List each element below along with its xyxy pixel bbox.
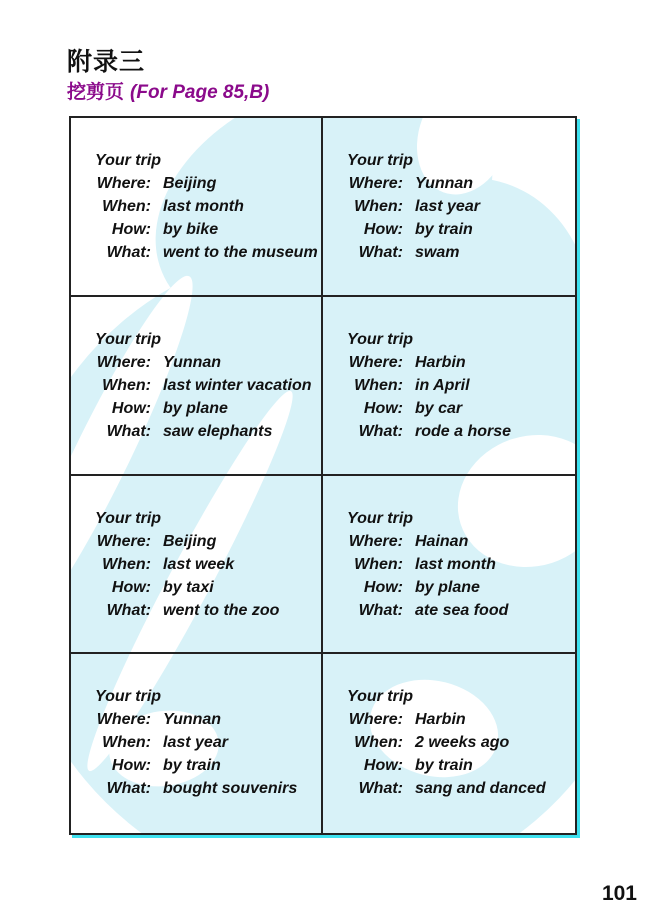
field-value-when: last year [415,198,480,215]
field-label-how: How: [363,399,403,417]
field-label-what: What: [358,244,403,261]
card-heading: Your trip [95,330,162,348]
field-value-how: by train [415,757,473,775]
card-heading: Your trip [95,509,162,527]
field-row-when [345,731,571,754]
field-value-when: 2 weeks ago [415,734,510,752]
field-value-how: by plane [415,578,480,596]
field-row-how [93,576,317,599]
trip-card [71,654,323,833]
field-value-what: swam [415,244,460,261]
card-heading: Your trip [347,688,414,706]
field-row-when [345,195,571,218]
field-row-what [345,777,571,800]
page-subtitle [67,77,269,104]
field-label-where: Where: [96,711,151,729]
field-label-when: When: [354,555,403,573]
field-row-when [345,374,571,397]
field-row-how [345,576,571,599]
field-label-how: How: [111,399,151,417]
field-label-what: What: [358,422,403,440]
field-label-what: What: [106,422,151,440]
field-value-how: by plane [163,399,228,417]
field-value-when: last month [163,198,244,215]
field-value-when: last month [415,555,496,573]
field-value-what: went to the museum [163,244,318,261]
field-row-what [345,241,571,264]
field-row-when [93,553,317,576]
page-title: 附录三 [67,49,146,76]
field-row-how [345,754,571,777]
field-label-where: Where: [348,711,403,729]
card-heading: Your trip [95,152,162,169]
field-value-when: last year [163,734,228,752]
page-subtitle-en: (For Page 85,B) [130,82,270,103]
field-value-what: rode a horse [415,422,512,440]
field-value-how: by bike [163,221,219,238]
card-heading: Your trip [347,330,414,348]
field-value-what: saw elephants [163,422,273,440]
field-value-when: last winter vacation [163,376,312,394]
field-label-how: How: [363,757,403,775]
field-row-how [93,218,317,241]
field-row-when [93,374,317,397]
field-label-when: When: [102,734,151,752]
field-label-when: When: [102,376,151,394]
field-label-what: What: [358,780,403,798]
field-value-what: ate sea food [415,601,509,619]
field-row-what [93,599,317,622]
page-number: 101 [601,882,637,905]
field-label-how: How: [363,578,403,596]
trip-card [323,476,575,655]
field-value-how: by car [415,399,463,417]
field-value-where: Yunnan [163,711,222,729]
field-row-when [93,731,317,754]
field-label-when: When: [354,198,403,215]
field-label-where: Where: [96,175,151,192]
field-label-when: When: [102,198,151,215]
field-label-how: How: [111,221,151,238]
field-value-what: bought souvenirs [163,780,298,798]
field-label-how: How: [363,221,403,238]
field-value-where: Beijing [163,175,217,192]
field-row-how [93,397,317,420]
field-label-where: Where: [348,532,403,550]
field-label-where: Where: [348,175,403,192]
cut-out-cards-table [69,116,577,835]
trip-card [323,297,575,476]
card-heading: Your trip [347,152,414,169]
field-label-when: When: [354,734,403,752]
trip-card [71,118,323,297]
field-row-what [93,777,317,800]
field-value-how: by train [163,757,221,775]
field-value-how: by train [415,221,473,238]
field-value-where: Hainan [415,532,469,550]
field-label-what: What: [106,601,151,619]
page-subtitle-cjk: 挖剪页 [67,82,125,103]
field-label-when: When: [102,555,151,573]
field-value-where: Yunnan [163,353,222,371]
trip-card [71,297,323,476]
field-row-where [93,172,317,195]
field-row-where [93,351,317,374]
trip-card [323,654,575,833]
field-value-when: in April [415,376,470,394]
field-row-where [93,708,317,731]
card-heading: Your trip [95,688,162,706]
field-label-how: How: [111,757,151,775]
field-row-what [93,420,317,443]
field-value-what: went to the zoo [163,601,280,619]
trip-card [323,118,575,297]
field-label-when: When: [354,376,403,394]
trip-card [71,476,323,655]
field-row-where [345,708,571,731]
field-label-where: Where: [348,353,403,371]
field-label-how: How: [111,578,151,596]
field-row-what [345,599,571,622]
field-row-where [345,530,571,553]
field-label-what: What: [106,244,151,261]
field-row-how [345,218,571,241]
field-row-where [345,172,571,195]
field-value-where: Harbin [415,353,466,371]
field-row-what [345,420,571,443]
card-heading: Your trip [347,509,414,527]
field-value-where: Beijing [163,532,217,550]
field-value-when: last week [163,555,235,573]
field-value-where: Harbin [415,711,466,729]
field-value-how: by taxi [163,578,214,596]
field-row-where [93,530,317,553]
field-value-what: sang and danced [415,780,546,798]
field-row-when [345,553,571,576]
field-label-what: What: [106,780,151,798]
field-row-when [93,195,317,218]
field-row-where [345,351,571,374]
field-row-what [93,241,317,264]
field-label-where: Where: [96,532,151,550]
field-row-how [93,754,317,777]
field-row-how [345,397,571,420]
field-label-where: Where: [96,353,151,371]
field-label-what: What: [358,601,403,619]
field-value-where: Yunnan [415,175,474,192]
